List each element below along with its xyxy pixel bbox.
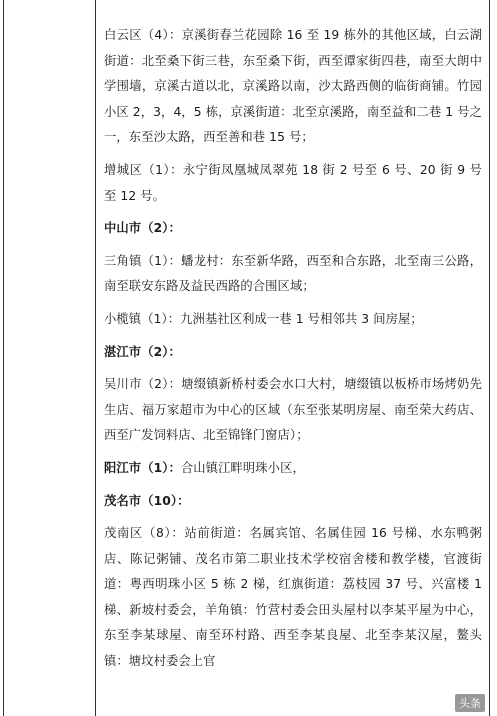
paragraph-zengcheng: 增城区（1）：永宁街凤凰城凤翠苑 18 街 2 号至 6 号、20 街 9 号至 12 号。 [104, 162, 482, 203]
watermark-logo: 头条 [455, 694, 485, 712]
table-column-divider [95, 0, 96, 716]
heading-zhongshan: 中山市（2）： [104, 221, 181, 236]
paragraph-sanjiao: 三角镇（1）：蟠龙村：东至新华路，西至和合东路，北至南三公路，南至联安东路及益民西路的合围区域； [104, 253, 482, 294]
heading-yangjiang: 阳江市（1）： [104, 460, 181, 475]
paragraph-maonan: 茂南区（8）：站前街道：名属宾馆、名属佳园 16 号梯、水东鸭粥店、陈记粥铺、茂名市第二职业技术学校宿舍楼和教学楼，官渡街道：粤西明珠小区 5 栋 2 梯，红旗街道：荔枝园 37 号、兴富楼 1 梯、新坡村委会，羊角镇：竹营村委会田头屋村以李某平屋为中心，东至李某球屋、南至环村路、西至李某良屋、北至李某汉屋，鳌头镇：塘坟村委会上官 [104, 526, 482, 669]
yangjiang-text: 合山镇江畔明珠小区， [180, 460, 305, 475]
paragraph-wuchuan: 吴川市（2）：塘缀镇新桥村委会水口大村，塘缀镇以板桥市场烤奶先生店、福万家超市为中心的区域（东至张某明房屋、南至荣大药店、西至广发饲料店、北至锦锋门窗店）； [104, 377, 482, 443]
paragraph-baiyun: 白云区（4）：京溪街春兰花园除 16 至 19 栋外的其他区域，白云湖街道：北至桑下街三巷，东至桑下街，西至谭家街四巷，南至大朗中学围墙，京溪古道以北，京溪路以南，沙太路西侧的临街商铺。竹园小区 2，3，4，5 栋，京溪街道：北至京溪路，南至益和二巷 1 号之一，东至沙太路，西至善和巷 15 号； [104, 28, 482, 145]
heading-maoming: 茂名市（10）： [104, 493, 190, 508]
heading-zhanjiang: 湛江市（2）： [104, 344, 181, 359]
paragraph-xiaolan: 小榄镇（1）：九洲基社区利成一巷 1 号相邻共 3 间房屋； [104, 311, 423, 326]
paragraph-yangjiang [104, 456, 482, 482]
table-content-cell [104, 23, 482, 682]
